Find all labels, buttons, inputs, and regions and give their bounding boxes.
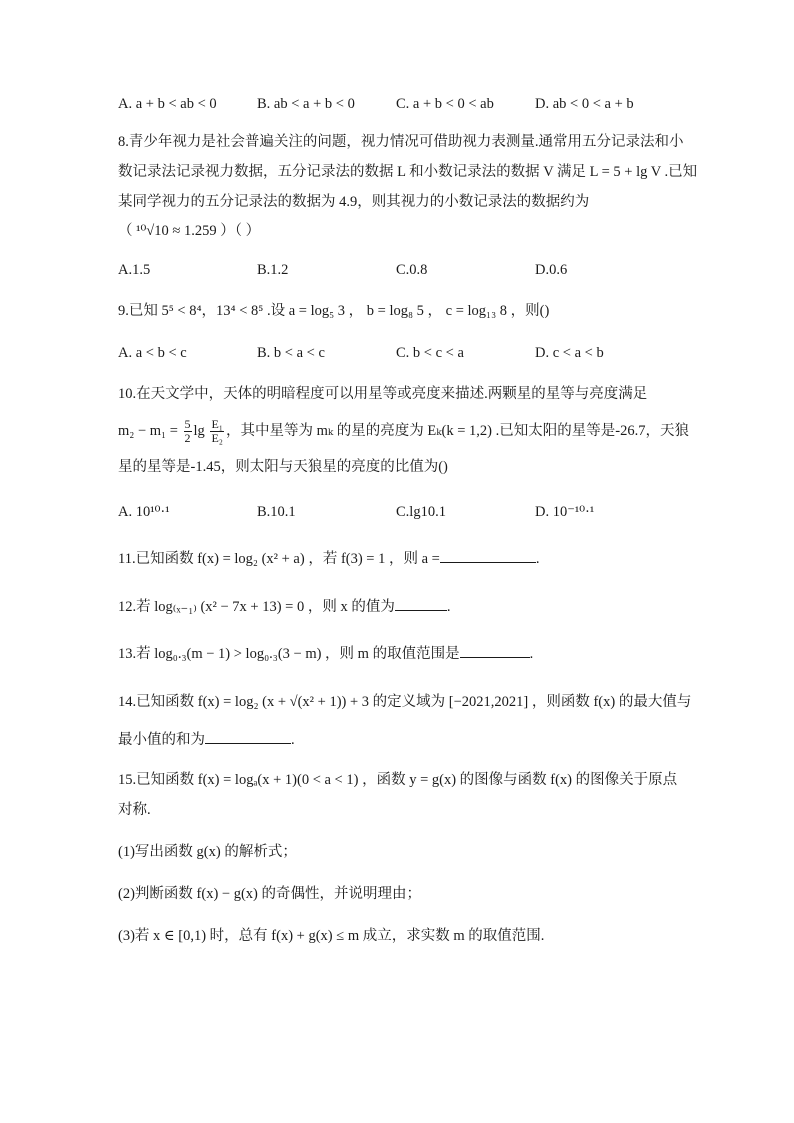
q11-answer-blank <box>440 548 536 563</box>
q7-option-c: C. a + b < 0 < ab <box>396 96 494 112</box>
q10-e-denominator: E₂ <box>211 431 223 445</box>
q10-frac-numerator: 5 <box>184 417 191 431</box>
q10-line-2-text: ，其中星等为 mₖ 的星的亮度为 Eₖ(k = 1,2) .已知太阳的星等是-26.7，天狼 <box>225 422 689 439</box>
q11-text: 11.已知函数 f(x) = log₂ (x² + a) ，若 f(3) = 1 ，则 a = <box>118 551 440 567</box>
q7-option-b: B. ab < a + b < 0 <box>257 96 355 112</box>
q10-line-1: 10.在天文学中，天体的明暗程度可以用星等或亮度来描述.两颗星的星等与亮度满足 <box>118 386 648 402</box>
q15-part-1: (1)写出函数 g(x) 的解析式； <box>118 844 297 860</box>
q14-answer-blank <box>205 729 291 744</box>
q14-line-2 <box>118 729 694 750</box>
q11-stem <box>118 548 694 569</box>
q9-option-a: A. a < b < c <box>118 345 187 361</box>
q10-line-2 <box>118 418 694 445</box>
q12-period: . <box>446 599 451 615</box>
q8-option-c: C.0.8 <box>396 262 428 278</box>
q10-line-3: 星的星等是-1.45，则太阳与天狼星的亮度的比值为() <box>118 459 448 475</box>
q10-option-c: C.lg10.1 <box>396 504 446 520</box>
q8-line-2: 数记录法记录视力数据，五分记录法的数据 L 和小数记录法的数据 V 满足 L = 5 + lg V .已知 <box>118 164 698 180</box>
q11-period: . <box>535 551 540 567</box>
q10-frac-denominator: 2 <box>184 431 191 445</box>
q10-option-d: D. 10⁻¹⁰·¹ <box>535 504 595 520</box>
q15-part-3: (3)若 x ∈ [0,1) 时，总有 f(x) + g(x) ≤ m 成立，求实数 m 的取值范围. <box>118 928 545 944</box>
q7-option-d: D. ab < 0 < a + b <box>535 96 634 112</box>
q13-answer-blank <box>460 643 530 658</box>
q12-text: 12.若 log₍ₓ₋₁₎ (x² − 7x + 13) = 0 ，则 x 的值为 <box>118 599 395 615</box>
q12-answer-blank <box>395 596 447 611</box>
q9-stem: 9.已知 5⁵ < 8⁴，13⁴ < 8⁵ .设 a = log₅ 3 ， b = log₈ 5 ， c = log₁₃ 8 ，则() <box>118 303 550 319</box>
q13-text: 13.若 log₀.₃(m − 1) > log₀.₃(3 − m) ，则 m 的取值范围是 <box>118 646 460 662</box>
q8-line-3: 某同学视力的五分记录法的数据为 4.9，则其视力的小数记录法的数据约为 <box>118 194 590 210</box>
q10-fraction-brightness <box>210 418 224 445</box>
q8-option-b: B.1.2 <box>257 262 289 278</box>
q10-lg: lg <box>193 422 205 439</box>
q14-line-1: 14.已知函数 f(x) = log₂ (x + √(x² + 1)) + 3 的定义域为 [−2021,2021] ，则函数 f(x) 的最大值与 <box>118 694 692 710</box>
q10-formula-lhs: m₂ − m₁ = <box>118 422 178 439</box>
q10-option-a: A. 10¹⁰·¹ <box>118 504 170 520</box>
q9-option-b: B. b < a < c <box>257 345 325 361</box>
q13-period: . <box>529 646 534 662</box>
q8-line-4: （ ¹⁰√10 ≈ 1.259 ）（ ） <box>118 223 261 239</box>
q14-period: . <box>291 732 295 748</box>
q10-fraction-five-halves <box>184 418 192 445</box>
q8-line-1: 8.青少年视力是社会普遍关注的问题，视力情况可借助视力表测量.通常用五分记录法和小 <box>118 134 684 150</box>
q7-option-a: A. a + b < ab < 0 <box>118 96 217 112</box>
q15-part-2: (2)判断函数 f(x) − g(x) 的奇偶性，并说明理由； <box>118 886 421 902</box>
q8-option-d: D.0.6 <box>535 262 568 278</box>
q15-line-1: 15.已知函数 f(x) = logₐ(x + 1)(0 < a < 1) ，函数 y = g(x) 的图像与函数 f(x) 的图像关于原点 <box>118 772 678 788</box>
q13-stem <box>118 643 694 664</box>
q9-option-c: C. b < c < a <box>396 345 464 361</box>
q12-stem <box>118 596 694 617</box>
q9-option-d: D. c < a < b <box>535 345 604 361</box>
q14-text: 最小值的和为 <box>118 732 205 748</box>
q10-option-b: B.10.1 <box>257 504 296 520</box>
q10-e-numerator: E₁ <box>211 417 223 431</box>
q15-line-2: 对称. <box>118 802 151 818</box>
q8-option-a: A.1.5 <box>118 262 151 278</box>
